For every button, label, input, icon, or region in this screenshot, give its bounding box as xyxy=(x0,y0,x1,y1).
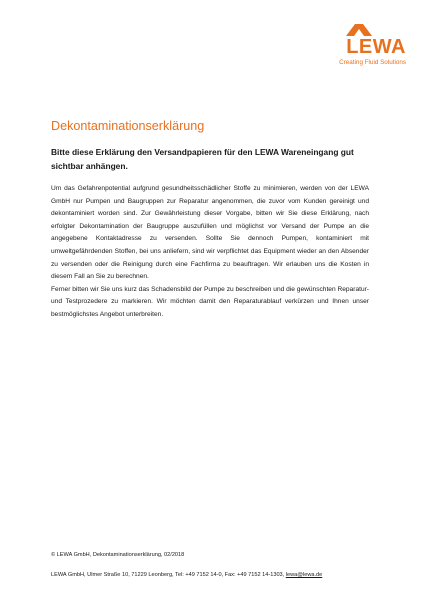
document-title: Dekontaminationserklärung xyxy=(51,119,205,133)
body-text xyxy=(51,183,369,322)
logo-wordmark: LEWA xyxy=(346,36,406,58)
footer-copyright: © LEWA GmbH, Dekontaminationserklärung, 02/2018 xyxy=(51,552,185,558)
logo-tagline: Creating Fluid Solutions xyxy=(339,59,406,66)
lewa-chevron-icon xyxy=(346,24,372,36)
body-paragraph: Ferner bitten wir Sie uns kurz das Schadensbild der Pumpe zu beschreiben und die gewünschten Reparatur- und Testprozedere zu markieren. Wir möchten damit den Reparaturablauf verkürzen und Ihnen unser bestmöglichstes Angebot unterbreiten. xyxy=(51,285,369,318)
lead-instruction: Bitte diese Erklärung den Versandpapieren für den LEWA Wareneingang gut sichtbar anhängen. xyxy=(51,147,354,171)
footer-address-line xyxy=(51,571,322,579)
body-paragraph: Um das Gefahrenpotential aufgrund gesundheitsschädlicher Stoffe zu minimieren, werden von der LEWA GmbH nur Pumpen und Baugruppen zur Reparatur angenommen, die zuvor vom Kunden gereinigt und dekontaminiert worden sind. Zur Gewährleistung dieser Vorgabe, bitten wir Sie diese Erklärung, nach erfolgter Dekontamination der Baugruppe auszufüllen und möglichst vor Versand der Pumpe an die angegebene Kontaktadresse zu versenden. Sollte Sie dennoch Pumpen, kontaminiert mit umweltgefährdenden Stoffen, bei uns anliefern, sind wir verpflichtet das Equipment wieder an den Absender zu versenden oder die Reinigung durch eine Fachfirma zu beauftragen. Wir erlauben uns die Kosten in diesem Fall an Sie zu berechnen. xyxy=(51,185,369,281)
lewa-logo xyxy=(316,24,406,68)
footer-address: LEWA GmbH, Ulmer Straße 10, 71229 Leonberg, Tel: +49 7152 14-0, Fax: +49 7152 14-1303, xyxy=(51,572,286,578)
footer-email-link[interactable]: lewa@lewa.de xyxy=(285,572,323,578)
